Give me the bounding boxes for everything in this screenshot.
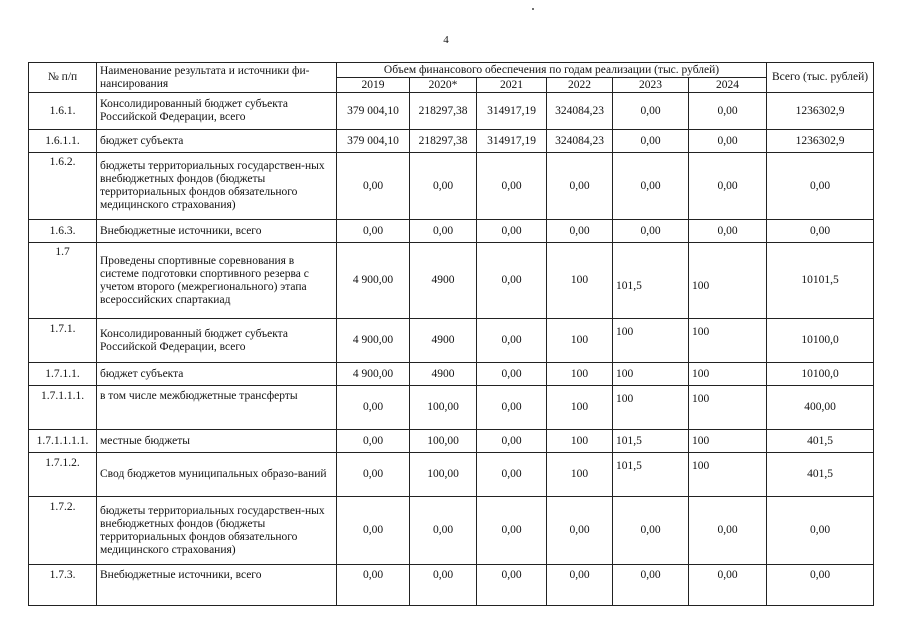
- header-year: 2021: [477, 78, 547, 93]
- row-value: 218297,38: [410, 93, 477, 130]
- scan-speck: [532, 8, 534, 10]
- row-value: 0,00: [477, 243, 547, 319]
- row-value: 100: [689, 319, 767, 363]
- row-value: 0,00: [689, 220, 767, 243]
- row-value: 0,00: [477, 153, 547, 220]
- row-value: 0,00: [337, 386, 410, 430]
- row-value: 101,5: [613, 453, 689, 497]
- header-year: 2019: [337, 78, 410, 93]
- row-value: 100: [613, 363, 689, 386]
- page-number: 4: [443, 34, 449, 46]
- row-value: 100: [547, 319, 613, 363]
- row-value: 314917,19: [477, 93, 547, 130]
- table-row: [29, 386, 874, 430]
- row-value: 100: [689, 430, 767, 453]
- row-value: 0,00: [613, 153, 689, 220]
- row-value: 0,00: [337, 453, 410, 497]
- table-row: [29, 565, 874, 606]
- header-year: 2024: [689, 78, 767, 93]
- header-total: Всего (тыс. рублей): [767, 63, 874, 93]
- row-number: 1.7.3.: [29, 565, 97, 606]
- row-value: 100: [547, 363, 613, 386]
- row-name: Свод бюджетов муниципальных образо-ваний: [97, 453, 337, 497]
- row-value: 100: [689, 453, 767, 497]
- row-value: 101,5: [613, 243, 689, 319]
- row-number: 1.6.1.1.: [29, 130, 97, 153]
- row-value: 100: [547, 386, 613, 430]
- row-value: 100: [613, 319, 689, 363]
- row-value: 0,00: [689, 153, 767, 220]
- row-value: 0,00: [613, 220, 689, 243]
- row-value: 4 900,00: [337, 363, 410, 386]
- row-value: 0,00: [547, 565, 613, 606]
- row-value: 0,00: [337, 153, 410, 220]
- row-value: 0,00: [547, 497, 613, 565]
- row-name: в том числе межбюджетные трансферты: [97, 386, 337, 430]
- row-name: местные бюджеты: [97, 430, 337, 453]
- row-value: 0,00: [337, 430, 410, 453]
- row-value: 0,00: [547, 153, 613, 220]
- row-name: Консолидированный бюджет субъекта Российской Федерации, всего: [97, 319, 337, 363]
- row-number: 1.7: [29, 243, 97, 319]
- row-total: 0,00: [767, 220, 874, 243]
- row-value: 0,00: [410, 153, 477, 220]
- row-total: 0,00: [767, 497, 874, 565]
- row-value: 0,00: [337, 565, 410, 606]
- row-number: 1.7.1.2.: [29, 453, 97, 497]
- row-name: Внебюджетные источники, всего: [97, 565, 337, 606]
- row-value: 324084,23: [547, 93, 613, 130]
- header-year: 2022: [547, 78, 613, 93]
- table-row: [29, 220, 874, 243]
- table-row: [29, 430, 874, 453]
- row-value: 4900: [410, 319, 477, 363]
- row-value: 0,00: [689, 565, 767, 606]
- row-number: 1.7.1.: [29, 319, 97, 363]
- row-name: бюджеты территориальных государствен-ных внебюджетных фондов (бюджеты территориальных фондов обязательного медицинского страхования): [97, 497, 337, 565]
- row-value: 100: [689, 363, 767, 386]
- funding-table: [28, 62, 874, 606]
- table-row: [29, 319, 874, 363]
- table-row: [29, 93, 874, 130]
- row-value: 0,00: [613, 497, 689, 565]
- row-value: 0,00: [547, 220, 613, 243]
- table-row: [29, 130, 874, 153]
- row-total: 1236302,9: [767, 130, 874, 153]
- header-year: 2020*: [410, 78, 477, 93]
- row-number: 1.7.1.1.1.1.: [29, 430, 97, 453]
- row-number: 1.6.3.: [29, 220, 97, 243]
- row-value: 100: [547, 243, 613, 319]
- row-value: 0,00: [477, 319, 547, 363]
- row-number: 1.6.1.: [29, 93, 97, 130]
- row-value: 100: [689, 386, 767, 430]
- row-total: 10100,0: [767, 319, 874, 363]
- row-total: 0,00: [767, 565, 874, 606]
- row-number: 1.7.1.1.: [29, 363, 97, 386]
- row-value: 218297,38: [410, 130, 477, 153]
- row-value: 0,00: [477, 386, 547, 430]
- table-row: [29, 243, 874, 319]
- row-value: 0,00: [337, 220, 410, 243]
- table-row: [29, 153, 874, 220]
- row-value: 0,00: [477, 220, 547, 243]
- row-name: Внебюджетные источники, всего: [97, 220, 337, 243]
- row-value: 0,00: [477, 430, 547, 453]
- row-total: 10101,5: [767, 243, 874, 319]
- row-total: 10100,0: [767, 363, 874, 386]
- row-value: 100,00: [410, 453, 477, 497]
- row-value: 100: [689, 243, 767, 319]
- row-value: 0,00: [477, 565, 547, 606]
- row-number: 1.7.1.1.1.: [29, 386, 97, 430]
- row-name: бюджет субъекта: [97, 130, 337, 153]
- table-row: [29, 497, 874, 565]
- row-value: 379 004,10: [337, 93, 410, 130]
- row-value: 0,00: [613, 93, 689, 130]
- row-value: 0,00: [477, 363, 547, 386]
- row-value: 379 004,10: [337, 130, 410, 153]
- row-value: 0,00: [613, 565, 689, 606]
- row-value: 314917,19: [477, 130, 547, 153]
- row-number: 1.6.2.: [29, 153, 97, 220]
- row-name: Консолидированный бюджет субъекта Российской Федерации, всего: [97, 93, 337, 130]
- header-funding: Объем финансового обеспечения по годам реализации (тыс. рублей): [337, 63, 767, 78]
- row-value: 0,00: [477, 453, 547, 497]
- table-row: [29, 453, 874, 497]
- row-value: 4 900,00: [337, 319, 410, 363]
- row-value: 0,00: [410, 565, 477, 606]
- row-total: 401,5: [767, 430, 874, 453]
- header-number: № п/п: [29, 63, 97, 93]
- row-value: 4 900,00: [337, 243, 410, 319]
- row-value: 100,00: [410, 386, 477, 430]
- row-value: 0,00: [477, 497, 547, 565]
- row-name: бюджеты территориальных государствен-ных внебюджетных фондов (бюджеты территориальных фондов обязательного медицинского страхования): [97, 153, 337, 220]
- row-number: 1.7.2.: [29, 497, 97, 565]
- row-value: 324084,23: [547, 130, 613, 153]
- row-value: 100: [547, 430, 613, 453]
- row-value: 4900: [410, 243, 477, 319]
- row-name: бюджет субъекта: [97, 363, 337, 386]
- row-value: 4900: [410, 363, 477, 386]
- row-value: 100: [613, 386, 689, 430]
- row-value: 0,00: [689, 93, 767, 130]
- row-value: 0,00: [410, 220, 477, 243]
- row-total: 400,00: [767, 386, 874, 430]
- row-value: 0,00: [410, 497, 477, 565]
- row-value: 101,5: [613, 430, 689, 453]
- row-value: 0,00: [689, 130, 767, 153]
- row-value: 100,00: [410, 430, 477, 453]
- row-value: 0,00: [337, 497, 410, 565]
- row-value: 0,00: [613, 130, 689, 153]
- row-value: 0,00: [689, 497, 767, 565]
- row-total: 401,5: [767, 453, 874, 497]
- row-total: 0,00: [767, 153, 874, 220]
- table-row: [29, 363, 874, 386]
- row-value: 100: [547, 453, 613, 497]
- row-name: Проведены спортивные соревнования в системе подготовки спортивного резерва с учетом второго (межрегионального) этапа всероссийских спартакиад: [97, 243, 337, 319]
- header-name: Наименование результата и источники фи-нансирования: [97, 63, 337, 93]
- row-total: 1236302,9: [767, 93, 874, 130]
- header-year: 2023: [613, 78, 689, 93]
